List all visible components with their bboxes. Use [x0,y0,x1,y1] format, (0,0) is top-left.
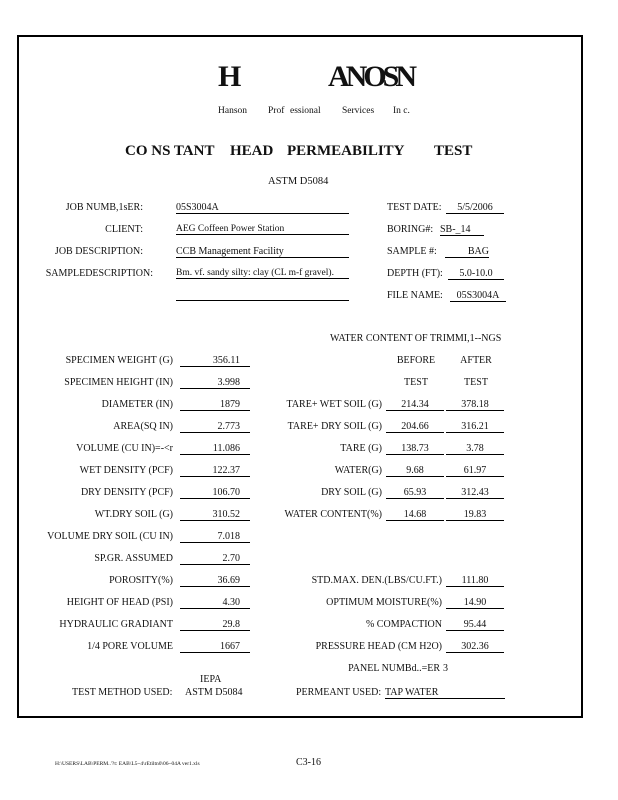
water-before-value: 138.73 [386,443,444,455]
specimen-value: 2.773 [180,421,250,433]
method-agency: IEPA [200,674,222,685]
water-after-value: 316.21 [446,421,504,433]
company-part-3: essional [290,106,321,116]
specimen-value: 2.70 [180,553,250,565]
specimen-label: DRY DENSITY (PCF) [80,487,173,498]
sample-desc-line-2 [176,300,349,301]
boring-value: SB-_14 [440,224,484,236]
method-value: ASTM D5084 [185,687,243,698]
specimen-label: VOLUME DRY SOIL (CU IN) [47,531,173,542]
compaction-label: % COMPACTION [365,619,442,630]
specimen-value: 310.52 [180,509,250,521]
water-after-value: 378.18 [446,399,504,411]
sample-desc-value: Bm. vf. sandy silty: clay (CL m-f gravel). [176,268,349,279]
water-before-value: 14.68 [386,509,444,521]
specimen-label: DIAMETER (IN) [101,399,173,410]
specimen-value: 3.998 [180,377,250,389]
specimen-value: 36.69 [180,575,250,587]
specimen-label: WT.DRY SOIL (G) [94,509,173,520]
title-part-1: CO NS TANT [125,143,215,159]
specimen-label: HEIGHT OF HEAD (PSI) [66,597,173,608]
water-row-label: TARE+ DRY SOIL (G) [287,421,382,432]
water-row-label: WATER(G) [334,465,382,476]
permeant-value: TAP WATER [385,687,505,699]
company-part-1: Hanson [218,106,248,116]
water-before-value: 9.68 [386,465,444,477]
company-part-5: In c. [393,106,410,116]
method-label: TEST METHOD USED: [72,687,173,698]
specimen-label: VOLUME (CU IN)=-<r [76,443,173,454]
compaction-value: 302.36 [446,641,504,653]
sample-value: BAG [445,246,489,258]
compaction-label: OPTIMUM MOISTURE(%) [326,597,442,608]
water-after-value: 312.43 [446,487,504,499]
test-date-label: TEST DATE: [387,202,442,213]
specimen-value: 1667 [180,641,250,653]
title-part-2: HEAD [230,143,274,159]
specimen-label: POROSITY(%) [109,575,173,586]
water-after-value: 19.83 [446,509,504,521]
water-row-label: DRY SOIL (G) [321,487,382,498]
specimen-value: 1879 [180,399,250,411]
specimen-value: 4.30 [180,597,250,609]
specimen-label: SPECIMEN HEIGHT (IN) [64,377,173,388]
specimen-value: 11.086 [180,443,250,455]
water-before-value: 65.93 [386,487,444,499]
logo-right: ANOSN [328,60,414,93]
after-head-2: TEST [464,377,488,388]
water-after-value: 61.97 [446,465,504,477]
water-before-value: 214.34 [386,399,444,411]
specimen-label: HYDRAULIC GRADIANT [59,619,173,630]
before-head-1: BEFORE [396,355,436,366]
specimen-value: 106.70 [180,487,250,499]
specimen-label: SP.GR. ASSUMED [94,553,173,564]
company-part-2: Prof [268,106,285,116]
logo-left: H [218,60,241,93]
title-part-3: PERMEABILITY [287,143,405,159]
compaction-label: STD.MAX. DEN.(LBS/CU.FT.) [311,575,442,586]
after-head-1: AFTER [460,355,492,366]
water-after-value: 3.78 [446,443,504,455]
specimen-label: AREA(SQ IN) [113,421,173,432]
permeant-label: PERMEANT USED: [296,687,382,698]
water-row-label: TARE+ WET SOIL (G) [286,399,382,410]
specimen-value: 356.11 [180,355,250,367]
standard: ASTM D5084 [268,176,329,187]
sample-desc-label: SAMPLEDESCRIPTION: [45,268,153,279]
company-part-4: Services [342,106,375,116]
specimen-label: SPECIMEN WEIGHT (G) [65,355,173,366]
compaction-value: 95.44 [446,619,504,631]
water-before-value: 204.66 [386,421,444,433]
client-label: CLIENT: [105,224,143,235]
specimen-label: 1/4 PORE VOLUME [87,641,173,652]
job-number-label: JOB NUMB,1sER: [65,202,143,213]
specimen-value: 122.37 [180,465,250,477]
description-label: JOB DESCRIPTION: [54,246,143,257]
specimen-value: 7.018 [180,531,250,543]
sample-label: SAMPLE #: [387,246,437,257]
footer-path: H:\USERS\LAB\PERM..'?t: EAB\L5~4\rEtiltn0\06~04A ver1.xls [55,761,200,767]
file-value: 05S3004A [450,290,506,302]
specimen-label: WET DENSITY (PCF) [79,465,173,476]
test-date-value: 5/5/2006 [446,202,504,214]
compaction-value: 111.80 [446,575,504,587]
file-label: FILE NAME: [387,290,443,301]
water-row-label: WATER CONTENT(%) [284,509,382,520]
panel-label: PANEL NUMBd..=ER [348,663,440,674]
before-head-2: TEST [404,377,428,388]
depth-value: 5.0-10.0 [448,268,504,280]
boring-label: BORING#: [387,224,434,235]
compaction-value: 14.90 [446,597,504,609]
water-content-title: WATER CONTENT OF TRIMMI,1--NGS [330,333,502,344]
compaction-label: PRESSURE HEAD (CM H2O) [315,641,442,652]
panel-value: 3 [443,663,448,674]
title-part-4: TEST [434,143,473,159]
job-number-value: 05S3004A [176,202,349,214]
client-value: AEG Coffeen Power Station [176,224,349,235]
depth-label: DEPTH (FT): [387,268,443,279]
water-row-label: TARE (G) [340,443,382,454]
description-value: CCB Management Facility [176,246,349,258]
specimen-value: 29.8 [180,619,250,631]
page-number: C3-16 [296,757,321,768]
